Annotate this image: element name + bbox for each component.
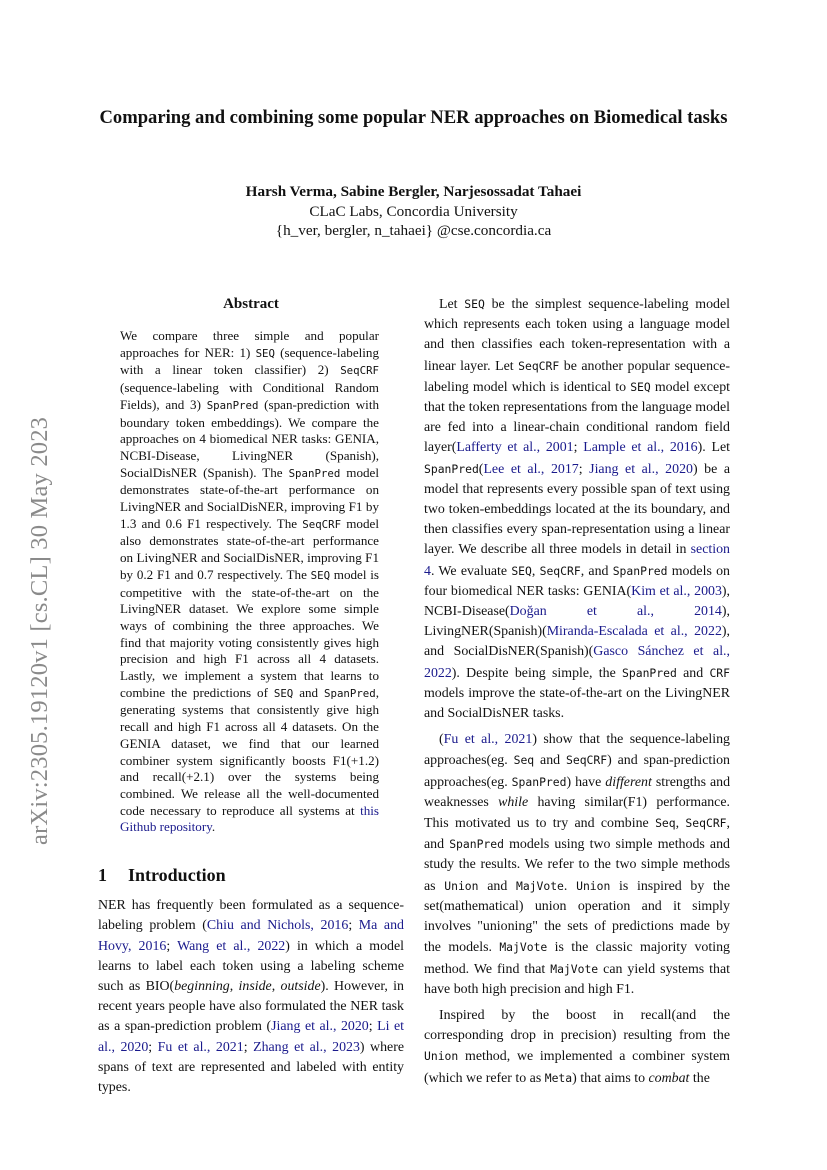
citation-link[interactable]: Miranda-Escalada et al., 2022 bbox=[546, 624, 722, 640]
citation-link[interactable]: Gasco Sánchez et al., 2022 bbox=[424, 644, 730, 681]
left-column bbox=[98, 294, 404, 1098]
section-heading-introduction: 1 Introduction bbox=[98, 865, 226, 886]
citation-link[interactable]: Jiang et al., 2020 bbox=[271, 1019, 369, 1035]
paper-title: Comparing and combining some popular NER approaches on Biomedical tasks bbox=[99, 107, 728, 128]
citation-link[interactable]: Kim et al., 2003 bbox=[631, 583, 722, 599]
author-block bbox=[80, 182, 747, 241]
intro-paragraph-2: Let SEQ be the simplest sequence-labeling model which represents each token using a language model and then classifies each token-representation with a linear layer. Let SeqCRF be another popular sequence-labeling model which is identical to SEQ model except that the token representations from the language model are fed into a linear-chain conditional random field layer(Lafferty et al., 2001; Lample et al., 2016). Let SpanPred(Lee et al., 2017; Jiang et al., 2020) be a model that represents every possible span of text using two token-embeddings located at the its boundary, and then classifies every span-representation using a linear layer. We describe all three models in detail in section 4. We evaluate SEQ, SeqCRF, and SpanPred models on four biomedical NER tasks: GENIA(Kim et al., 2003), NCBI-Disease(Doğan et al., 2014), LivingNER(Spanish)(Miranda-Escalada et al., 2022), and SocialDisNER(Spanish)(Gasco Sánchez et al., 2022). Despite being simple, the SpanPred and CRF models improve the state-of-the-art on the LivingNER and SocialDisNER tasks. bbox=[424, 297, 731, 722]
right-column bbox=[424, 294, 730, 1089]
citation-link[interactable]: Lample et al., 2016 bbox=[583, 440, 698, 456]
citation-link[interactable]: Lee et al., 2017 bbox=[483, 461, 579, 477]
model-name-spanpred: SpanPred bbox=[206, 398, 259, 412]
author-names: Harsh Verma, Sabine Bergler, Narjesossadat Tahaei bbox=[245, 183, 582, 200]
citation-link[interactable]: Fu et al., 2021 bbox=[443, 732, 533, 748]
citation-link[interactable]: Fu et al., 2021 bbox=[157, 1039, 244, 1055]
citation-link[interactable]: Li et al., 2020 bbox=[98, 1019, 405, 1055]
citation-link[interactable]: Doğan et al., 2014 bbox=[509, 604, 722, 620]
abstract-heading: Abstract bbox=[223, 296, 279, 312]
author-affiliation: CLaC Labs, Concordia University bbox=[309, 202, 518, 220]
citation-link[interactable]: Lafferty et al., 2001 bbox=[456, 440, 574, 456]
model-name-seqcrf: SeqCRF bbox=[340, 364, 379, 378]
github-repository-link[interactable]: this Github repository bbox=[120, 802, 379, 835]
intro-paragraph-4: Inspired by the boost in recall(and the corresponding drop in precision) resulting from the Union method, we implemented a combiner system (which we refer to as Meta) that aims to combat the bbox=[424, 1007, 730, 1086]
citation-link[interactable]: Jiang et al., 2020 bbox=[589, 461, 693, 477]
author-emails: {h_ver, bergler, n_tahaei} @cse.concordia.ca bbox=[275, 222, 552, 239]
intro-paragraph-1: NER has frequently been formulated as a sequence-labeling problem (Chiu and Nichols, 2016; Ma and Hovy, 2016; Wang et al., 2022) in which a model learns to label each token using a labeling scheme such as BIO(beginning, inside, outside). However, in recent years people have also formulated the NER task as a span-prediction problem (Jiang et al., 2020; Li et al., 2020; Fu et al., 2021; Zhang et al., 2023) where spans of text are represented and labeled with entity types. bbox=[98, 898, 405, 1095]
arxiv-identifier-stamp: arXiv:2305.19120v1 [cs.CL] 30 May 2023 bbox=[26, 416, 53, 845]
abstract-text: We compare three simple and popular approaches for NER: 1) SEQ (sequence-labeling with a linear token classifier) 2) SeqCRF (sequence-labeling with Conditional Random Fields), and 3) SpanPred (span-prediction with boundary token embeddings). We compare the approaches on 4 biomedical NER tasks: GENIA, NCBI-Disease, LivingNER (Spanish), SocialDisNER (Spanish). The SpanPred model demonstrates state-of-the-art performance on LivingNER and SocialDisNER, improving F1 by 1.3 and 0.6 F1 respectively. The SeqCRF model also demonstrates state-of-the-art performance on LivingNER and SocialDisNER, improving F1 by 0.2 F1 and 0.7 respectively. The SEQ model is competitive with the state-of-the-art on the LivingNER dataset. We explore some simple ways of combining the three approaches. We find that majority voting consistently gives high precision and high F1 across all 4 datasets. Lastly, we implement a system that learns to combine the predictions of SEQ and SpanPred, generating systems that consistently give high recall and high F1 across all 4 datasets. On the GENIA dataset, we find that our learned combiner system significantly boosts F1(+1.2) and recall(+2.1) over the systems being combined. We release all the well-documented code necessary to reproduce all systems at this Github repository. bbox=[120, 328, 380, 835]
model-name-seq: SEQ bbox=[255, 346, 275, 360]
citation-link[interactable]: Ma and Hovy, 2016 bbox=[98, 918, 404, 954]
citation-link[interactable]: Chiu and Nichols, 2016 bbox=[206, 918, 349, 934]
citation-link[interactable]: Wang et al., 2022 bbox=[177, 938, 286, 954]
section-reference-link[interactable]: section 4 bbox=[424, 542, 730, 579]
citation-link[interactable]: Zhang et al., 2023 bbox=[253, 1039, 360, 1055]
intro-paragraph-3: (Fu et al., 2021) show that the sequence-labeling approaches(eg. Seq and SeqCRF) and span-prediction approaches(eg. SpanPred) have different strengths and weaknesses while having similar(F1) performance. This motivated us to try and combine Seq, SeqCRF, and SpanPred models using two simple methods and study the results. We refer to the two simple methods as Union and MajVote. Union is inspired by the set(mathematical) union operation and it simply involves "unioning" the sets of predictions made by the models. MajVote is the classic majority voting method. We find that MajVote can yield systems that have both high precision and high F1. bbox=[424, 732, 731, 997]
